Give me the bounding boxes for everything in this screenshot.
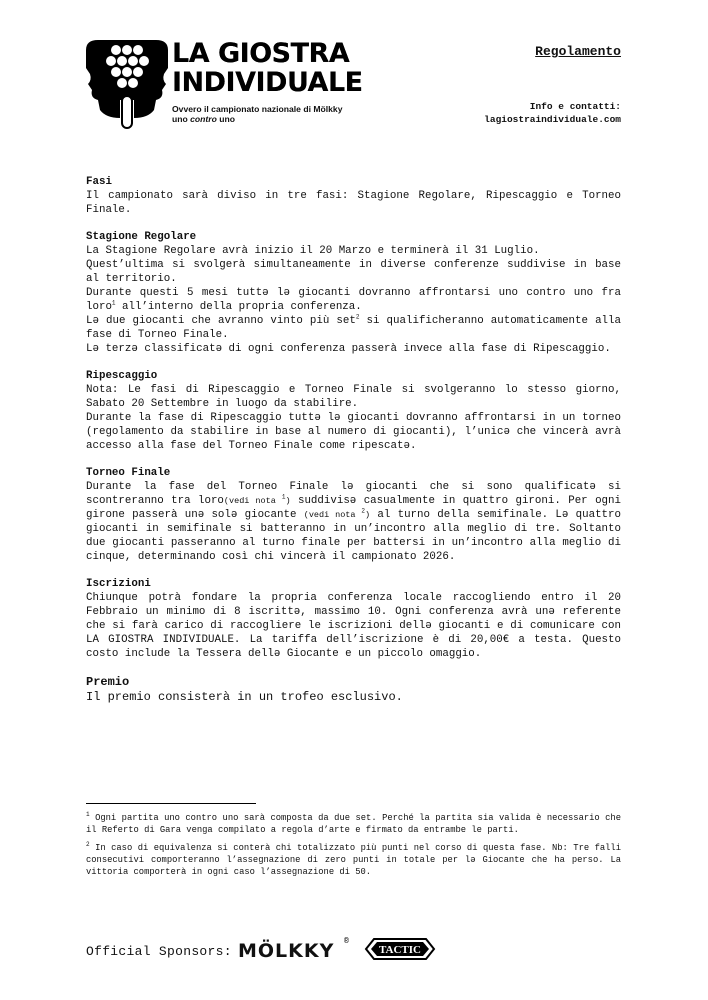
footnote-1 xyxy=(86,812,621,836)
footnote-divider xyxy=(86,803,256,804)
logo-title-line2: INDIVIDUALE xyxy=(172,67,363,98)
section-title: Torneo Finale xyxy=(86,467,171,479)
paragraph xyxy=(86,480,621,564)
logo-sub-c: uno xyxy=(216,114,236,124)
paragraph: Quest’ultima si svolgerà simultaneamente in diverse conferenze suddivise in base al territorio. xyxy=(86,259,621,285)
text-run: suddivisə casualmente in quattro gironi. Per ogni girone passerà unə solə giocante xyxy=(86,495,621,521)
footnote-2 xyxy=(86,842,621,878)
text-run: all’interno della propria conferenza. xyxy=(115,301,362,313)
sponsors-label: Official Sponsors: xyxy=(86,944,232,959)
note-ref-text: ) xyxy=(365,510,371,520)
section-title: Stagione Regolare xyxy=(86,231,197,243)
tactic-logo xyxy=(362,937,438,961)
paragraph: Chiunque potrà fondare la propria conferenza locale raccogliendo entro il 20 Febbraio un minimo di 8 iscrittə, massimo 10. Ogni conferenza avrà unə referente che si farà carico di raccogliere le iscrizioni dellə giocanti e di comunicare con LA GIOSTRA INDIVIDUALE. La tariffa dell’iscrizione è di 20,00€ a testa. Questo costo include la Tessera dellə Giocante e un piccolo omaggio. xyxy=(86,592,621,660)
footnote-number: 1 xyxy=(86,811,90,819)
footnote-ref[interactable]: 2 xyxy=(355,313,360,321)
section-title: Fasi xyxy=(86,176,112,188)
logo-title-line1: LA GIOSTRA xyxy=(172,38,350,69)
page-title: Regolamento xyxy=(535,44,621,59)
logo-subtitle-line2 xyxy=(172,114,372,124)
footnote-ref[interactable]: 1 xyxy=(111,299,116,307)
section-premio xyxy=(86,674,621,705)
document-body xyxy=(86,175,621,718)
contacts-site-link[interactable]: lagiostraindividuale.com xyxy=(484,114,621,125)
paragraph xyxy=(86,286,621,314)
header xyxy=(535,44,621,59)
contacts-label: Info e contatti: xyxy=(529,101,621,112)
sponsors xyxy=(86,935,486,965)
section-fasi xyxy=(86,175,621,217)
text-run: si qualificheranno automaticamente alla fase di Torneo Finale. xyxy=(86,315,621,341)
section-title: Iscrizioni xyxy=(86,578,151,590)
paragraph: Nota: Le fasi di Ripescaggio e Torneo Finale si svolgeranno lo stesso giorno, Sabato 20 Settembre in luogo da stabilire. xyxy=(86,384,621,410)
tactic-logo-text: TACTIC xyxy=(379,944,421,956)
footnote-number: 2 xyxy=(86,841,90,849)
paragraph: Durante la fase di Ripescaggio tuttə lə giocanti dovranno affrontarsi in un torneo (regolamento da stabilire in base al numero di giocanti), l’unicə che vincerà avrà accesso alla fase del Torneo Finale come ripescatə. xyxy=(86,412,621,452)
logo-sub-a: uno xyxy=(172,114,191,124)
logo xyxy=(86,40,366,132)
paragraph: Il campionato sarà diviso in tre fasi: Stagione Regolare, Ripescaggio e Torneo Finale. xyxy=(86,190,621,216)
logo-subtitle xyxy=(172,104,372,124)
footnote-ref[interactable]: 1 xyxy=(281,493,286,501)
footnote-text: Ogni partita uno contro uno sarà composta da due set. Perché la partita sia valida è necessario che il Referto di Gara venga compilato a regola d’arte e firmato da entrambe le parti. xyxy=(86,813,621,835)
text-run: Durante la fase del Torneo Finale lə giocanti che si sono qualificatə si scontreranno tra loro xyxy=(86,481,621,507)
logo-subtitle-line1: Ovvero il campionato nazionale di Mölkky xyxy=(172,104,343,114)
text-run: Lə due giocanti che avranno vinto più set xyxy=(86,315,356,327)
text-run: Durante questi 5 mesi tuttə lə giocanti dovranno affrontarsi uno contro uno fra loro xyxy=(86,287,621,313)
logo-title xyxy=(172,40,366,98)
note-ref-text: ) xyxy=(285,496,291,506)
note-ref-text: (vedi nota xyxy=(303,510,362,520)
section-stagione-regolare xyxy=(86,230,621,356)
section-title: Premio xyxy=(86,675,130,689)
footnotes xyxy=(86,812,621,884)
paragraph: Lə terzə classificatə di ogni conferenza passerà invece alla fase di Ripescaggio. xyxy=(86,343,611,355)
text-run: al turno della semifinale. Lə quattro giocanti in semifinale si batteranno in un’incontro alla meglio di tre. Soltanto due giocanti passeranno al turno finale per battersi in un’incontro alla meglio di cinque, determinando così chi vincerà il campionato 2026. xyxy=(86,509,621,563)
section-iscrizioni xyxy=(86,577,621,661)
footnote-ref[interactable]: 2 xyxy=(361,507,365,515)
section-torneo-finale xyxy=(86,466,621,564)
registered-mark: ® xyxy=(344,937,349,946)
section-ripescaggio xyxy=(86,369,621,453)
logo-sub-b: contro xyxy=(190,114,217,124)
molkky-logo: MÖLKKY xyxy=(238,940,335,962)
section-title: Ripescaggio xyxy=(86,370,158,382)
logo-heads-icon xyxy=(86,40,168,132)
paragraph xyxy=(86,314,621,342)
paragraph: La Stagione Regolare avrà inizio il 20 Marzo e terminerà il 31 Luglio. xyxy=(86,245,540,257)
contacts xyxy=(484,100,621,126)
footnote-text: In caso di equivalenza si conterà chi totalizzato più punti nel corso di questa fase. Nb: Tre falli consecutivi comporteranno l’assegnazione di zero punti in totale per lə Giocante che ha perso. La vittoria comporterà in ogni caso l’assegnazione di 50. xyxy=(86,843,621,877)
note-ref-text: (vedi nota xyxy=(223,496,282,506)
paragraph: Il premio consisterà in un trofeo esclusivo. xyxy=(86,690,403,704)
